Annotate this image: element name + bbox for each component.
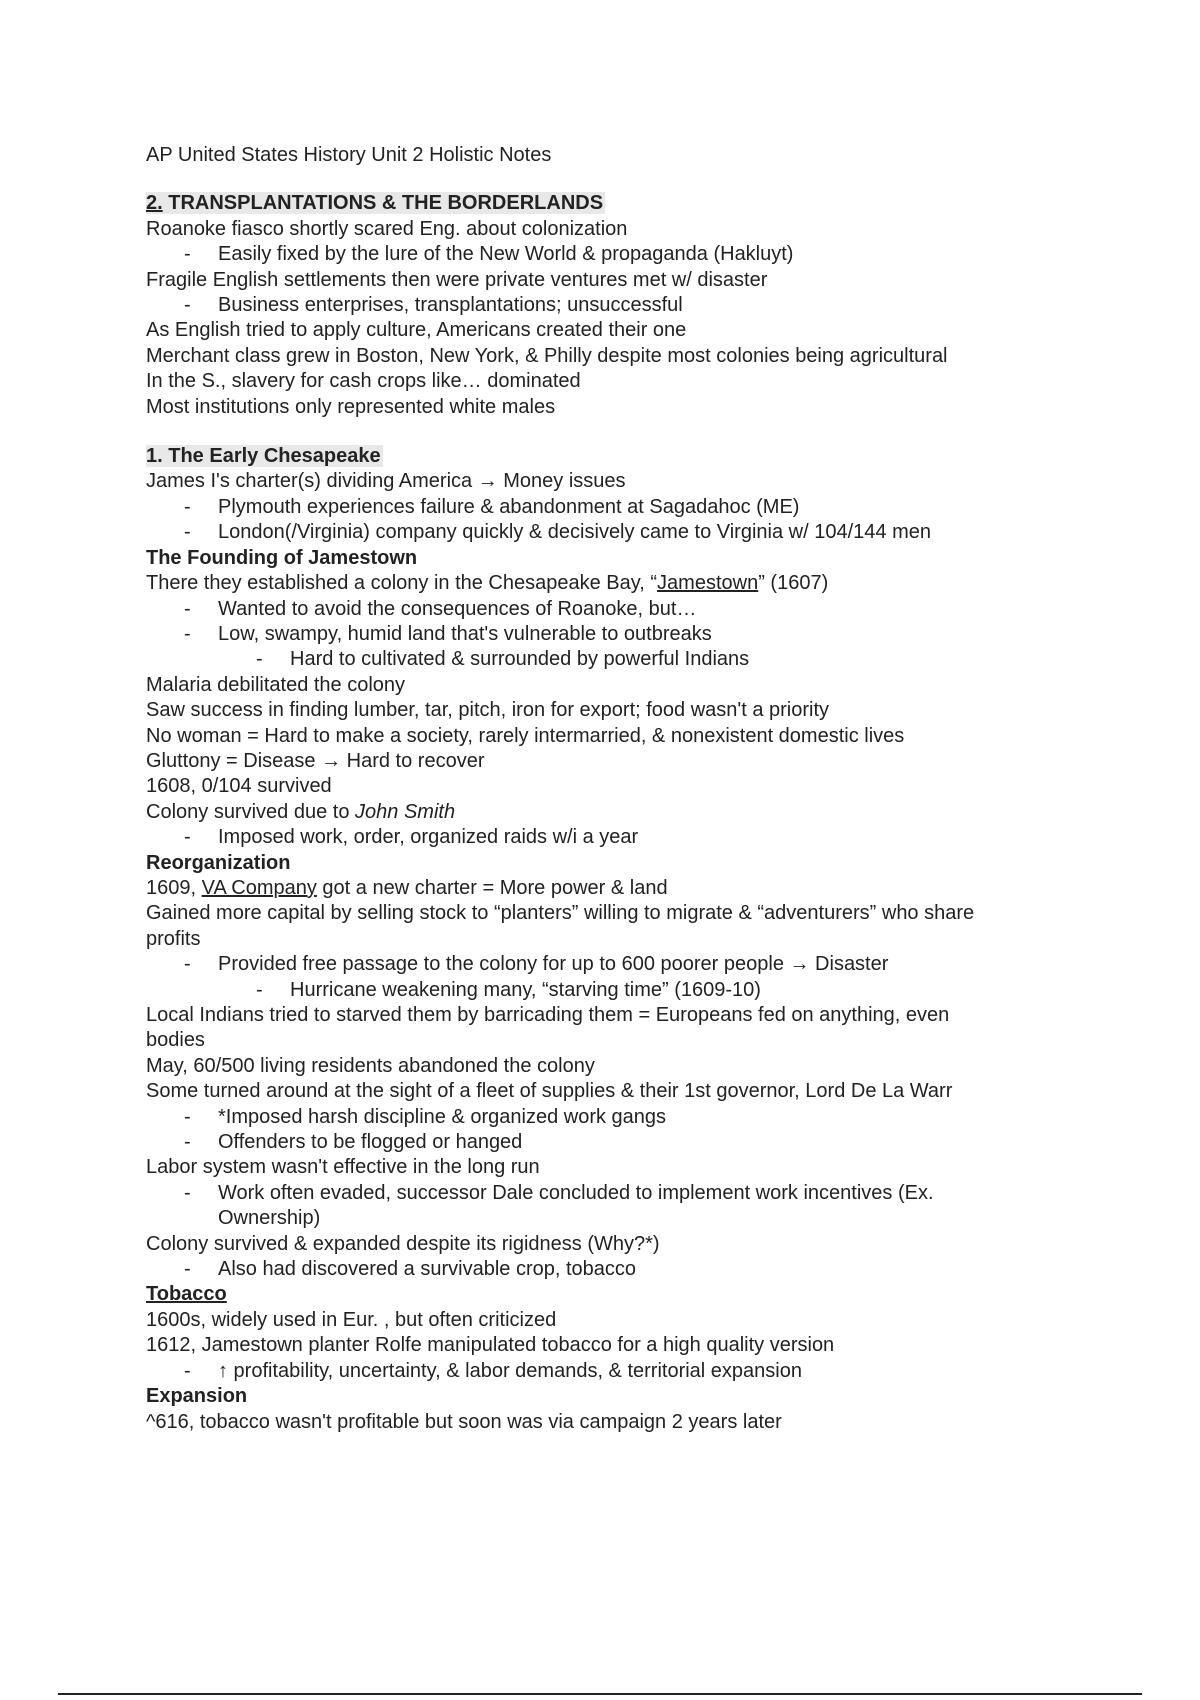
bullet-item <box>146 825 1106 850</box>
note-text: ” (1607) <box>758 572 829 595</box>
bullet-dash: - <box>184 1181 191 1204</box>
bullet-text: Plymouth experiences failure & abandonment at Sagadahoc (ME) <box>218 495 800 518</box>
note-line: Fragile English settlements then were private ventures met w/ disaster <box>146 268 768 291</box>
note-line: 1608, 0/104 survived <box>146 775 332 798</box>
sub-bullet-item <box>146 647 1106 672</box>
bullet-text: Wanted to avoid the consequences of Roanoke, but… <box>218 597 697 620</box>
bullet-text: London(/Virginia) company quickly & decisively came to Virginia w/ 104/144 men <box>218 521 931 544</box>
section-title: TRANSPLANTATIONS & THE BORDERLANDS <box>162 192 604 215</box>
bullet-item <box>146 1130 1106 1155</box>
bullet-text: *Imposed harsh discipline & organized work gangs <box>218 1105 667 1128</box>
notes-page <box>146 143 1106 1435</box>
section-heading-transplantations <box>146 191 1106 216</box>
subheading-jamestown: The Founding of Jamestown <box>146 546 418 569</box>
bullet-item <box>146 1105 1106 1130</box>
bullet-item <box>146 597 1106 622</box>
subheading-tobacco <box>146 1282 1106 1307</box>
bullet-dash: - <box>184 622 191 645</box>
bullet-text: ↑ profitability, uncertainty, & labor demands, & territorial expansion <box>218 1359 802 1382</box>
bullet-dash: - <box>184 1359 191 1382</box>
sub-bullet-item <box>146 978 1106 1003</box>
chesapeake-heading: 1. The Early Chesapeake <box>146 445 381 468</box>
note-line <box>146 571 1106 596</box>
note-line: Some turned around at the sight of a fleet of supplies & their 1st governor, Lord De La Warr <box>146 1080 953 1103</box>
bullet-dash: - <box>256 648 263 671</box>
spacer <box>146 420 1106 444</box>
note-line: No woman = Hard to make a society, rarely intermarried, & nonexistent domestic lives <box>146 724 905 747</box>
note-line: Saw success in finding lumber, tar, pitch, iron for export; food wasn't a priority <box>146 699 830 722</box>
note-text: There they established a colony in the Chesapeake Bay, “ <box>146 572 658 595</box>
note-text: 1609, <box>146 876 202 899</box>
note-line: As English tried to apply culture, Americans created their one <box>146 319 687 342</box>
note-line: James I's charter(s) dividing America → Money issues <box>146 470 626 493</box>
bullet-item <box>146 1257 1106 1282</box>
bullet-dash: - <box>184 826 191 849</box>
note-line: 1612, Jamestown planter Rolfe manipulated tobacco for a high quality version <box>146 1334 835 1357</box>
underlined-term: VA Company <box>201 876 317 899</box>
note-line <box>146 876 1106 901</box>
bullet-item <box>146 1359 1106 1384</box>
bullet-dash: - <box>184 597 191 620</box>
bullet-text: Imposed work, order, organized raids w/i a year <box>218 826 639 849</box>
underlined-term: Jamestown <box>657 572 759 595</box>
note-line: May, 60/500 living residents abandoned the colony <box>146 1054 595 1077</box>
bullet-item <box>146 293 1106 318</box>
bullet-dash: - <box>184 495 191 518</box>
subheading-reorganization: Reorganization <box>146 851 291 874</box>
note-line: Local Indians tried to starved them by barricading them = Europeans fed on anything, even <box>146 1004 950 1026</box>
note-line: Gained more capital by selling stock to “planters” willing to migrate & “adventurers” who share <box>146 902 975 925</box>
bullet-text: Hurricane weakening many, “starving time” (1609-10) <box>290 978 761 1001</box>
note-line: Colony survived & expanded despite its rigidness (Why?*) <box>146 1232 660 1255</box>
note-line: Gluttony = Disease → Hard to recover <box>146 749 485 772</box>
section-heading-chesapeake <box>146 444 1106 469</box>
bullet-dash: - <box>184 521 191 544</box>
note-line: Most institutions only represented white males <box>146 395 556 418</box>
bullet-text-wrap: Ownership) <box>218 1207 321 1230</box>
note-line <box>146 800 1106 825</box>
bullet-dash: - <box>184 1131 191 1154</box>
bullet-dash: - <box>184 953 191 976</box>
subheading-expansion: Expansion <box>146 1385 248 1408</box>
bullet-text: Hard to cultivated & surrounded by powerful Indians <box>290 648 750 671</box>
bullet-item <box>146 952 1106 977</box>
bullet-dash: - <box>256 978 263 1001</box>
bullet-text: Offenders to be flogged or hanged <box>218 1131 523 1154</box>
tobacco-heading: Tobacco <box>146 1283 227 1306</box>
bullet-text: Business enterprises, transplantations; unsuccessful <box>218 294 683 317</box>
document-title: AP United States History Unit 2 Holistic Notes <box>146 144 552 166</box>
italic-term: John Smith <box>355 800 456 823</box>
note-text: Colony survived due to <box>146 800 356 823</box>
note-line-wrap: profits <box>146 927 201 950</box>
bullet-text: Provided free passage to the colony for up to 600 poorer people → Disaster <box>218 953 889 976</box>
note-line: 1600s, widely used in Eur. , but often criticized <box>146 1308 557 1331</box>
note-line: In the S., slavery for cash crops like… dominated <box>146 370 581 393</box>
note-line-wrap: bodies <box>146 1029 205 1052</box>
note-line: Malaria debilitated the colony <box>146 673 406 696</box>
bullet-item <box>146 520 1106 545</box>
bullet-text: Low, swampy, humid land that's vulnerable to outbreaks <box>218 622 712 645</box>
bullet-item <box>146 495 1106 520</box>
bullet-text: Easily fixed by the lure of the New World & propaganda (Hakluyt) <box>218 243 794 266</box>
bullet-dash: - <box>184 243 191 266</box>
bullet-dash: - <box>184 1258 191 1281</box>
note-line: ^616, tobacco wasn't profitable but soon was via campaign 2 years later <box>146 1410 782 1433</box>
note-line: Merchant class grew in Boston, New York, & Philly despite most colonies being agricultural <box>146 344 948 367</box>
bullet-dash: - <box>184 1105 191 1128</box>
note-line: Labor system wasn't effective in the long run <box>146 1156 540 1179</box>
section-number: 2. <box>146 192 163 215</box>
bullet-item <box>146 242 1106 267</box>
bullet-item <box>146 622 1106 647</box>
note-text: got a new charter = More power & land <box>316 876 668 899</box>
bullet-dash: - <box>184 294 191 317</box>
bullet-item <box>146 1181 1106 1206</box>
bullet-text: Also had discovered a survivable crop, tobacco <box>218 1258 637 1281</box>
bullet-text: Work often evaded, successor Dale concluded to implement work incentives (Ex. <box>218 1181 934 1204</box>
note-line: Roanoke fiasco shortly scared Eng. about colonization <box>146 217 628 240</box>
page-bottom-rule <box>58 1693 1142 1695</box>
